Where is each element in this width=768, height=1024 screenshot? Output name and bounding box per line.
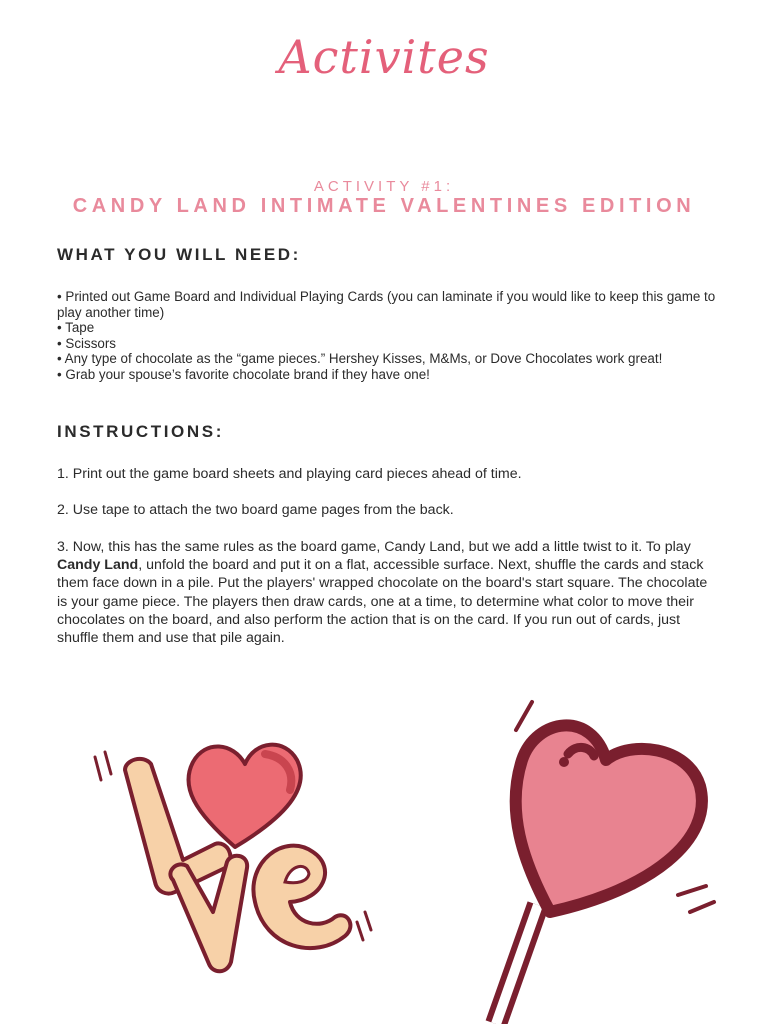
needs-list xyxy=(57,289,717,383)
needs-item: • Scissors xyxy=(57,335,117,351)
needs-heading: WHAT YOU WILL NEED: xyxy=(57,245,301,264)
needs-item: • Grab your spouse’s favorite chocolate brand if they have one! xyxy=(57,366,430,382)
activity-name: CANDY LAND INTIMATE VALENTINES EDITION xyxy=(72,195,696,217)
instructions-heading: INSTRUCTIONS: xyxy=(57,422,224,441)
needs-item: • Printed out Game Board and Individual Playing Cards (you can laminate if you would like to keep this game to play another time) xyxy=(57,289,716,320)
heart-lollipop-icon xyxy=(516,725,702,912)
activity-number: ACTIVITY #1: xyxy=(313,178,455,195)
page-title: Activites xyxy=(278,30,490,84)
love-illustration xyxy=(85,712,385,992)
heart-icon xyxy=(188,745,300,847)
needs-item: • Any type of chocolate as the “game pieces.” Hershey Kisses, M&Ms, or Dove Chocolates work great! xyxy=(57,351,663,367)
lollipop-illustration xyxy=(480,690,768,1024)
instruction-step-2: 2. Use tape to attach the two board game pages from the back. xyxy=(57,502,454,518)
needs-item: • Tape xyxy=(57,320,95,336)
instruction-step-1: 1. Print out the game board sheets and playing card pieces ahead of time. xyxy=(57,466,522,482)
candy-land-emphasis: Candy Land xyxy=(57,557,139,574)
instruction-step-3: 3. Now, this has the same rules as the board game, Candy Land, but we add a little twist to it. To play Candy Land, unfold the board and put it on a flat, accessible surface. Next, shuffle the cards and stack them face down in a pile. Put the players' wrapped chocolate on the board's start square. The chocolate is your game piece. The players then draw cards, one at a time, to determine what color to move their chocolates on the board, and also perform the action that is on the card. If you run out of cards, just shuffle them and use that pile again. xyxy=(57,539,708,647)
